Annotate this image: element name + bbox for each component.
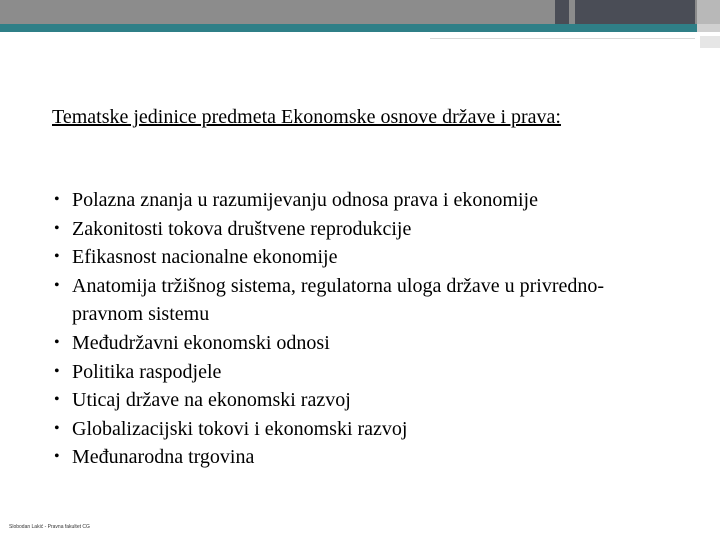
list-item	[52, 186, 672, 215]
bullet-icon: •	[54, 191, 60, 208]
list-item-text: Uticaj države na ekonomski razvoj	[72, 389, 351, 412]
bullet-icon: •	[54, 333, 60, 351]
slide-title: Tematske jedinice predmeta Ekonomske osnove države i prava:	[52, 106, 561, 128]
list-item	[52, 272, 672, 329]
topic-list	[52, 186, 672, 472]
bullet-icon: •	[54, 419, 60, 437]
list-item	[52, 215, 672, 244]
top-decorative-block	[555, 0, 569, 24]
list-item-text: Efikasnost nacionalne ekonomije	[72, 246, 338, 269]
list-item	[52, 415, 672, 444]
bullet-icon: •	[54, 362, 60, 380]
top-decorative-block	[697, 0, 720, 24]
slide-footer: Slobodan Lakić - Pravna fakultet CG	[9, 524, 90, 530]
list-item	[52, 443, 672, 472]
accent-stripe	[0, 24, 720, 32]
decorative-divider	[430, 38, 695, 39]
bullet-icon: •	[54, 391, 60, 409]
list-item-text: Politika raspodjele	[72, 360, 222, 383]
list-item-text: Globalizacijski tokovi i ekonomski razvoj	[72, 417, 408, 440]
bullet-icon: •	[54, 219, 60, 237]
list-item	[52, 243, 672, 272]
list-item-text: Međudržavni ekonomski odnosi	[72, 331, 330, 354]
list-item-text: Međunarodna trgovina	[72, 446, 255, 469]
list-item-text: Anatomija tržišnog sistema, regulatorna uloga države u privredno-pravnom sistemu	[72, 274, 605, 326]
list-item-text: Zakonitosti tokova društvene reprodukcije	[72, 217, 412, 240]
list-item	[52, 386, 672, 415]
top-decorative-block	[575, 0, 695, 24]
bullet-icon: •	[54, 276, 60, 294]
list-item-text: Polazna znanja u razumijevanju odnosa prava i ekonomije	[72, 189, 538, 211]
bullet-icon: •	[54, 448, 60, 466]
accent-stripe-end	[697, 24, 720, 32]
side-decorative-block	[700, 36, 720, 48]
list-item	[52, 358, 672, 387]
list-item	[52, 329, 672, 358]
bullet-icon: •	[54, 248, 60, 266]
